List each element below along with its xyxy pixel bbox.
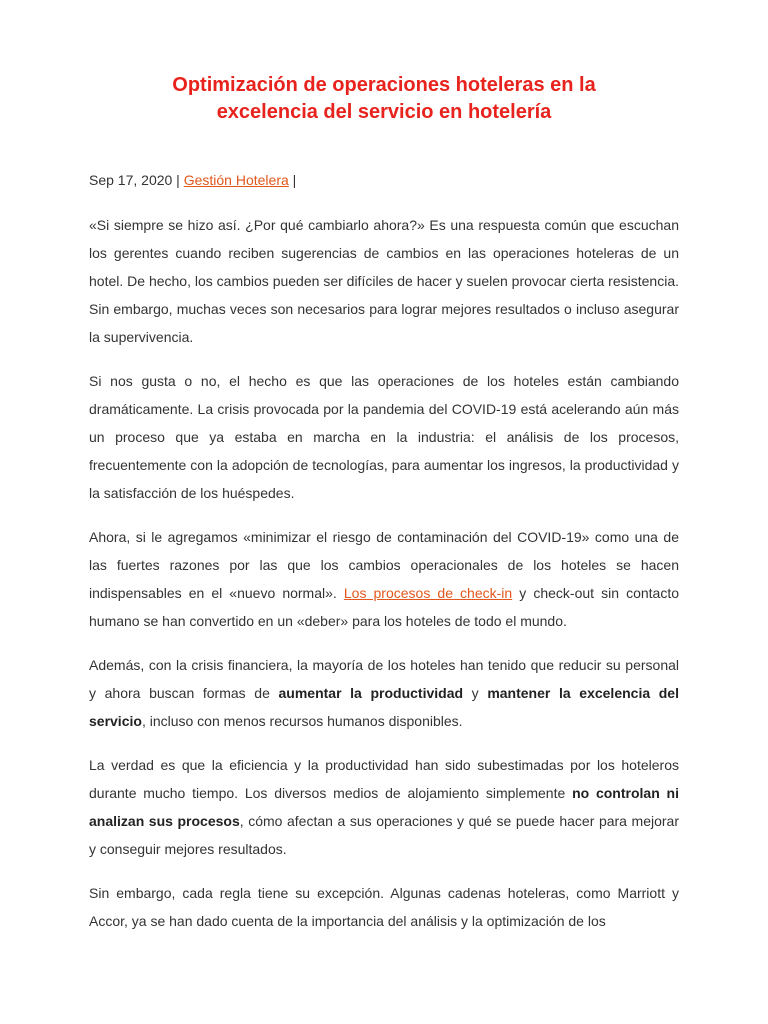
meta-separator: | <box>172 172 184 188</box>
article-meta <box>89 171 679 189</box>
publish-date: Sep 17, 2020 <box>89 172 173 188</box>
paragraph-2: Si nos gusta o no, el hecho es que las operaciones de los hoteles están cambiando dramáticamente. La crisis provocada por la pandemia del COVID-19 está acelerando aún más un proceso que ya estaba en marcha en la industria: el análisis de los procesos, frecuentemente con la adopción de tecnologías, para aumentar los ingresos, la productividad y la satisfacción de los huéspedes. <box>89 373 679 501</box>
paragraph-4-text-c: , incluso con menos recursos humanos disponibles. <box>141 713 463 729</box>
paragraph-3-text-b: y check-out sin contacto humano se han convertido en un «deber» para los hoteles de todo el mundo. <box>89 585 680 629</box>
service-excellence-emphasis: mantener la excelencia del servicio <box>89 685 679 729</box>
paragraph-4-text-b: y <box>463 685 488 701</box>
paragraph-4-text-a: Además, con la crisis financiera, la mayoría de los hoteles han tenido que reducir su personal y ahora buscan formas de <box>89 657 679 701</box>
paragraph-5-text-a: La verdad es que la eficiencia y la productividad han sido subestimadas por los hoteleros durante mucho tiempo. Los diversos medios de alojamiento simplemente <box>89 757 679 801</box>
meta-separator-end: | <box>288 172 297 188</box>
paragraph-3 <box>89 523 679 635</box>
paragraph-6: Sin embargo, cada regla tiene su excepción. Algunas cadenas hoteleras, como Marriott y Accor, ya se han dado cuenta de la importancia del análisis y la optimización de los <box>89 885 679 929</box>
article-title: Optimización de operaciones hoteleras en la excelencia del servicio en hotelería <box>172 74 596 123</box>
productivity-emphasis: aumentar la productividad <box>278 685 464 701</box>
paragraph-1: «Si siempre se hizo así. ¿Por qué cambiarlo ahora?» Es una respuesta común que escuchan los gerentes cuando reciben sugerencias de cambios en las operaciones hoteleras de un hotel. De hecho, los cambios pueden ser difíciles de hacer y suelen provocar cierta resistencia. Sin embargo, muchas veces son necesarios para lograr mejores resultados o incluso asegurar la supervivencia. <box>89 217 679 345</box>
paragraph-4 <box>89 651 679 735</box>
paragraph-3-text-a: Ahora, si le agregamos «minimizar el riesgo de contaminación del COVID-19» como una de las fuertes razones por las que los cambios operacionales de los hoteles se hacen indispensables en el «nuevo normal». <box>89 529 679 601</box>
paragraph-5-text-b: , cómo afectan a sus operaciones y qué se puede hacer para mejorar y conseguir mejores resultados. <box>89 813 679 857</box>
paragraph-5 <box>89 751 679 863</box>
process-control-emphasis: no controlan ni analizan sus procesos <box>89 785 680 829</box>
category-link[interactable]: Gestión Hotelera <box>183 172 289 188</box>
checkin-process-link[interactable]: Los procesos de check-in <box>343 585 513 601</box>
